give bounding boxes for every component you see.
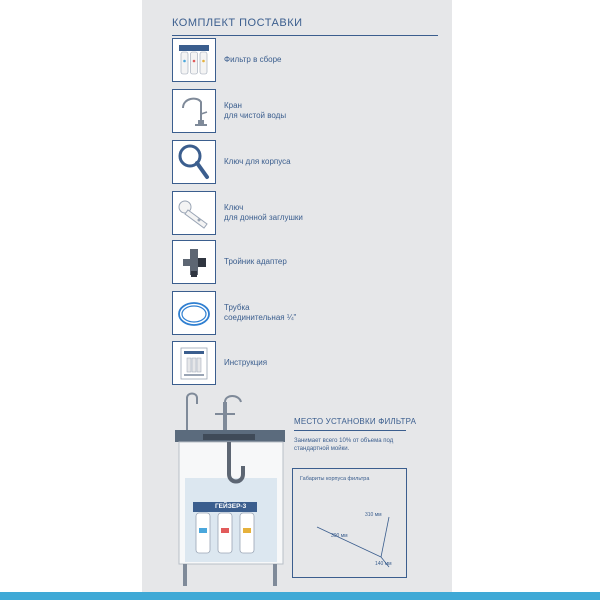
tee-adapter-icon [172, 240, 216, 284]
installation-description: Занимает всего 10% от объема под стандартной мойки. [294, 438, 394, 452]
item-sublabel: соединительная ¼" [224, 313, 297, 322]
tube-icon [172, 291, 216, 335]
item-label: Фильтр в сборе [224, 55, 282, 64]
housing-wrench-icon [172, 140, 216, 184]
item-label: Тройник адаптер [224, 257, 287, 266]
kit-item-manual [172, 341, 442, 385]
kit-item-filter [172, 38, 442, 82]
installation-title: МЕСТО УСТАНОВКИ ФИЛЬТРА [294, 417, 417, 426]
heading-underline [172, 35, 438, 36]
brand-label: ГЕЙЗЕР-3 [215, 503, 247, 510]
plug-wrench-icon [172, 191, 216, 235]
item-sublabel: для чистой воды [224, 111, 287, 120]
kit-item-faucet [172, 89, 442, 133]
width-dimension: 390 мм [331, 533, 348, 539]
faucet-icon [172, 89, 216, 133]
kit-item-plug-wrench [172, 191, 442, 235]
kit-item-tube [172, 291, 442, 335]
item-label: Кран [224, 101, 242, 110]
depth-dimension: 140 мм [375, 561, 392, 567]
manual-icon [172, 341, 216, 385]
dimensions-title: Габариты корпуса фильтра [300, 476, 370, 482]
item-label: Инструкция [224, 358, 268, 367]
dimensions-box [292, 468, 407, 578]
kit-item-tee-adapter [172, 240, 442, 284]
height-dimension: 310 мм [365, 512, 382, 518]
installation-underline [294, 430, 406, 431]
item-label: Ключ для корпуса [224, 157, 291, 166]
item-label: Трубка [224, 303, 250, 312]
item-sublabel: для донной заглушки [224, 213, 303, 222]
item-label: Ключ [224, 203, 244, 212]
installation-illustration [165, 392, 290, 592]
bottom-accent-strip [0, 592, 600, 600]
filter-assembly-icon [172, 38, 216, 82]
section-heading: КОМПЛЕКТ ПОСТАВКИ [172, 17, 303, 29]
kit-item-housing-wrench [172, 140, 442, 184]
